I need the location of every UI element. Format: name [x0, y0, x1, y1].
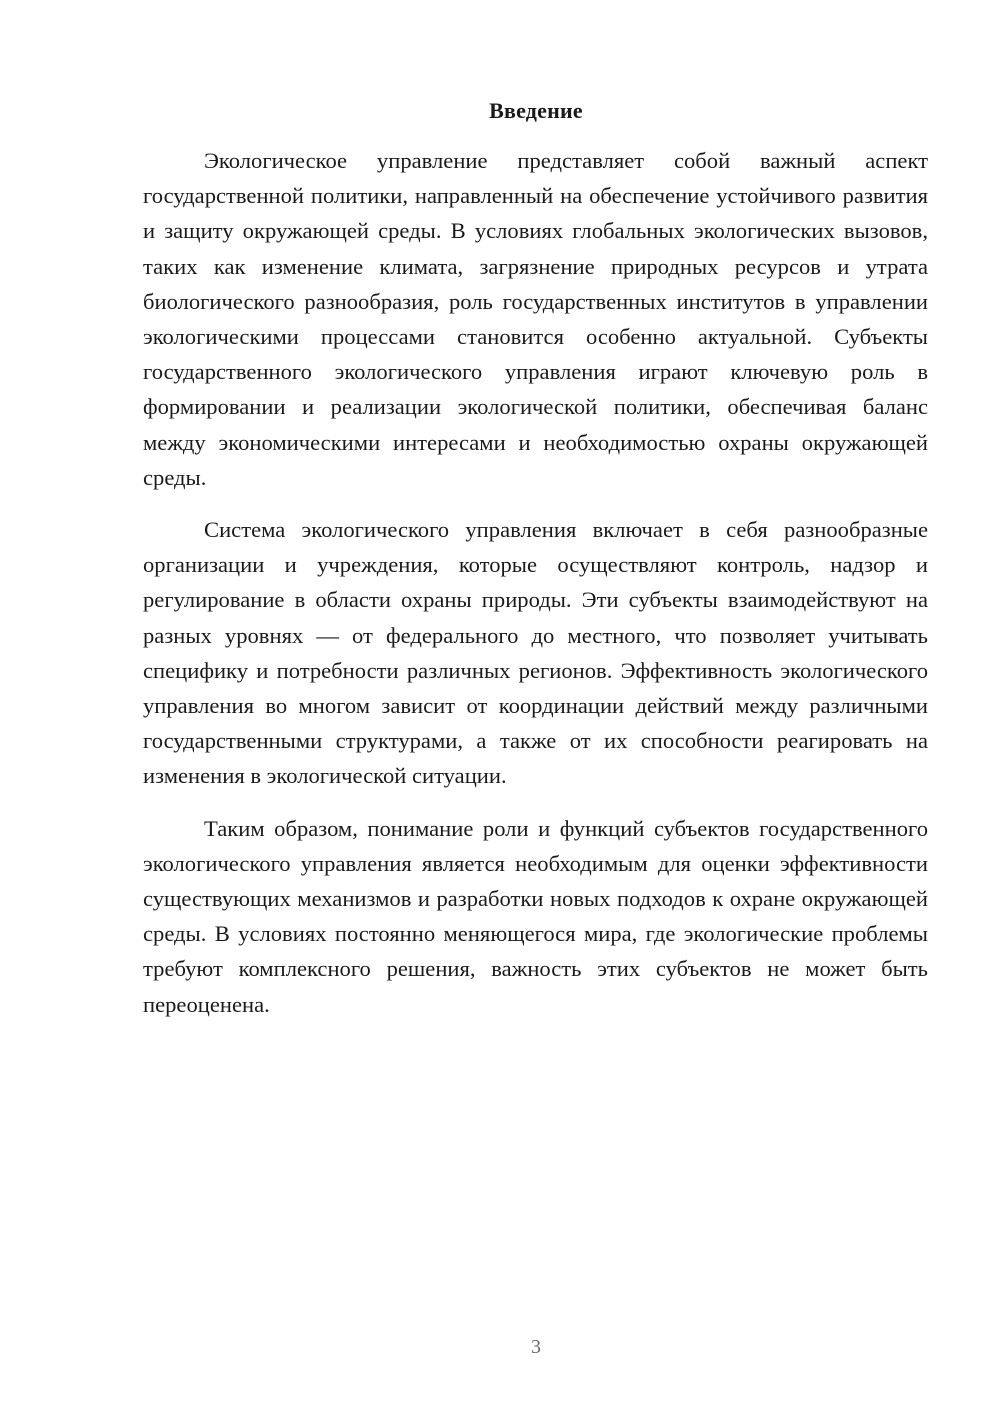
body-text — [143, 143, 928, 1039]
page-number: 3 — [531, 1336, 541, 1358]
page-title: Введение — [489, 98, 583, 123]
paragraph-2: Система экологического управления включает в себя разнообразные организации и учреждения, которые осуществляют контроль, надзор и регулирование в области охраны природы. Эти субъекты взаимодействуют на разных уровнях — от федерального до местного, что позволяет учитывать специфику и потребности различных регионов. Эффективность экологического управления во многом зависит от координации действий между различными государственными структурами, а также от их способности реагировать на изменения в экологической ситуации. — [143, 517, 928, 789]
paragraph-3: Таким образом, понимание роли и функций субъектов государственного экологического управления является необходимым для оценки эффективности существующих механизмов и разработки новых подходов к охране окружающей среды. В условиях постоянно меняющегося мира, где экологические проблемы требуют комплексного решения, важность этих субъектов не может быть переоценена. — [143, 815, 928, 1017]
paragraph-1: Экологическое управление представляет собой важный аспект государственной политики, направленный на обеспечение устойчивого развития и защиту окружающей среды. В условиях глобальных экологических вызовов, таких как изменение климата, загрязнение природных ресурсов и утрата биологического разнообразия, роль государственных институтов в управлении экологическими процессами становится особенно актуальной. Субъекты государственного экологического управления играют ключевую роль в формировании и реализации экологической политики, обеспечивая баланс между экономическими интересами и необходимостью охраны окружающей среды. — [143, 148, 928, 490]
